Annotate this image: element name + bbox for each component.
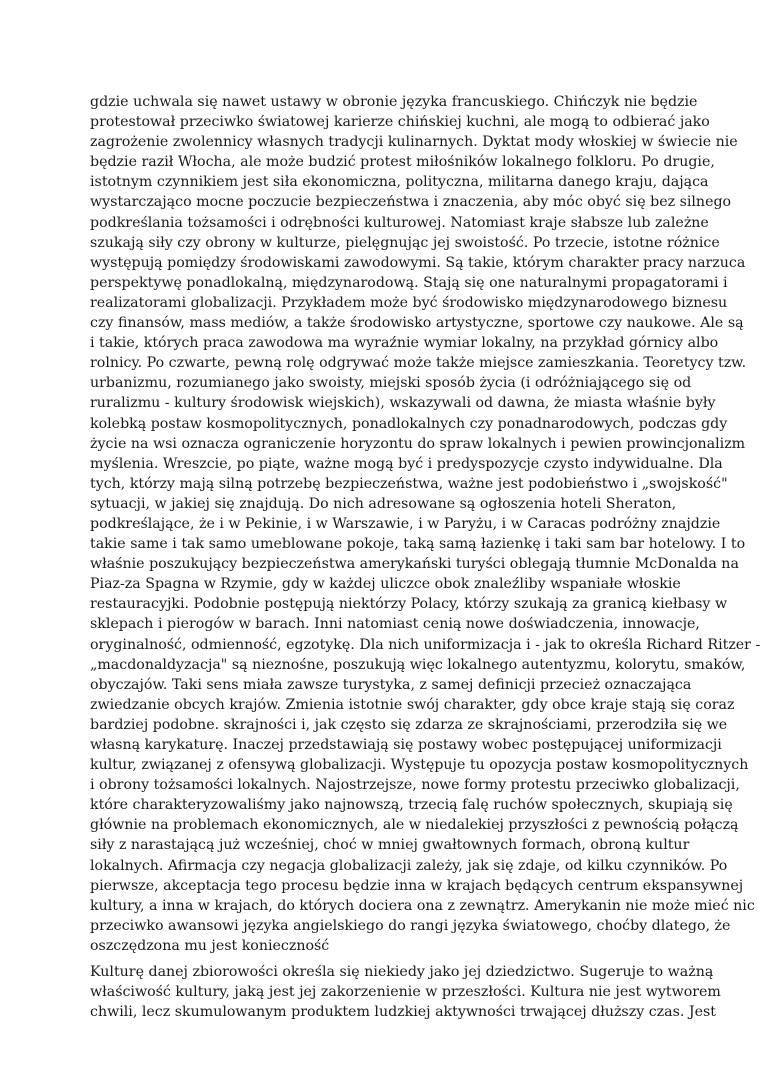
text-line: będzie raził Włocha, ale może budzić protest miłośników lokalnego folkloru. Po drugie, — [90, 154, 715, 171]
text-line: i obrony tożsamości lokalnych. Najostrzejsze, nowe formy protestu przeciwko globalizacji, — [90, 777, 740, 794]
text-line: podkreślające, że i w Pekinie, i w Warszawie, i w Paryżu, i w Caracas podróżny znajdzie — [90, 515, 721, 532]
text-line: właściwość kultury, jaką jest jej zakorzenienie w przeszłości. Kultura nie jest wytworem — [90, 984, 721, 1001]
text-line: życie na wsi oznacza ograniczenie horyzontu do spraw lokalnych i pewien prowincjonalizm — [90, 435, 746, 452]
text-line: sytuacji, w jakiej się znajdują. Do nich adresowane są ogłoszenia hoteli Sheraton, — [90, 495, 677, 512]
text-line: czy finansów, mass mediów, a także środowisko artystyczne, sportowe czy naukowe. Ale są — [90, 315, 744, 332]
text-line: obyczajów. Taki sens miała zawsze turystyka, z samej definicji przecież oznaczająca — [90, 676, 692, 693]
text-line: siły z narastającą już wcześniej, choć w mniej gwałtownych formach, obroną kultur — [90, 837, 690, 854]
text-line: kultury, a inna w krajach, do których dociera ona z zewnątrz. Amerykanin nie może mieć nic — [90, 897, 755, 914]
text-line: gdzie uchwala się nawet ustawy w obronie języka francuskiego. Chińczyk nie będzie — [90, 94, 698, 110]
text-line: głównie na problemach ekonomicznych, ale w niedalekiej przyszłości z pewnością połączą — [90, 817, 739, 834]
paragraph-1 — [90, 92, 760, 956]
text-line: realizatorami globalizacji. Przykładem może być środowisko międzynarodowego biznesu — [90, 294, 728, 311]
text-line: szukają siły czy obrony w kulturze, pielęgnując jej swoistość. Po trzecie, istotne różnice — [90, 234, 720, 251]
text-line: istotnym czynnikiem jest siła ekonomiczna, polityczna, militarna danego kraju, dająca — [90, 174, 709, 191]
text-line: zagrożenie zwolennicy własnych tradycji kulinarnych. Dyktat mody włoskiej w świecie nie — [90, 134, 738, 151]
text-line: oryginalność, odmienność, egzotykę. Dla nich uniformizacja i - jak to określa Richard Ritzer - — [90, 636, 760, 653]
text-line: takie same i tak samo umeblowane pokoje, taką samą łazienkę i taki sam bar hotelowy. I to — [90, 536, 746, 553]
text-line: urbanizmu, rozumianego jako swoisty, miejski sposób życia (i odróżniającego się od — [90, 375, 692, 392]
text-line: pierwsze, akceptacja tego procesu będzie inna w krajach będących centrum ekspansywnej — [90, 877, 744, 894]
text-line: własną karykaturę. Inaczej przedstawiają się postawy wobec postępującej uniformizacji — [90, 737, 722, 753]
text-line: przeciwko awansowi języka angielskiego do rangi języka światowego, choćby dlatego, że — [90, 917, 731, 934]
text-line: występują pomiędzy środowiskami zawodowymi. Są takie, którym charakter pracy narzuca — [90, 254, 746, 271]
text-line: „macdonaldyzacja" są nieznośne, poszukują więc lokalnego autentyzmu, kolorytu, smaków, — [90, 656, 746, 673]
text-line: tych, którzy mają silną potrzebę bezpieczeństwa, ważne jest podobieństwo i „swojskość" — [90, 475, 728, 492]
text-line: kolebką postaw kosmopolitycznych, ponadlokalnych czy ponadnarodowych, podczas gdy — [90, 415, 728, 432]
text-line: właśnie poszukujący bezpieczeństwa amerykański turyści oblegają tłumnie McDonalda na — [90, 556, 739, 573]
body-text — [90, 92, 760, 1022]
text-line: restauracyjki. Podobnie postępują niektórzy Polacy, którzy szukają za granicą kiełbasy w — [90, 596, 728, 613]
text-line: protestował przeciwko światowej karierze chińskiej kuchni, ale mogą to odbierać jako — [90, 114, 710, 131]
text-line: kultur, związanej z ofensywą globalizacji. Występuje tu opozycja postaw kosmopolitycznych — [90, 757, 749, 774]
text-line: które charakteryzowaliśmy jako najnowszą, trzecią falę ruchów społecznych, skupiają się — [90, 797, 733, 814]
text-line: bardziej podobne. skrajności i, jak często się zdarza ze skrajnościami, przerodziła się we — [90, 716, 728, 733]
text-line: Kulturę danej zbiorowości określa się niekiedy jako jej dziedzictwo. Sugeruje to ważną — [90, 964, 714, 981]
text-line: myślenia. Wreszcie, po piąte, ważne mogą być i predyspozycje czysto indywidualne. Dla — [90, 455, 723, 472]
text-line: ruralizmu - kultury środowisk wiejskich), wskazywali od dawna, że miasta właśnie były — [90, 395, 716, 412]
text-line: Piaz-za Spagna w Rzymie, gdy w każdej uliczce obok znaleźliby wspaniałe włoskie — [90, 576, 681, 593]
text-line: sklepach i pierogów w barach. Inni natomiast cenią nowe doświadczenia, innowacje, — [90, 616, 700, 633]
text-line: wystarczająco mocne poczucie bezpieczeństwa i znaczenia, aby móc obyć się bez silnego — [90, 194, 732, 211]
text-line: oszczędzona mu jest konieczność — [90, 937, 330, 954]
paragraph-2 — [90, 962, 721, 1022]
text-line: podkreślania tożsamości i odrębności kulturowej. Natomiast kraje słabsze lub zależne — [90, 214, 709, 231]
text-line: perspektywę ponadlokalną, międzynarodową. Stają się one naturalnymi propagatorami i — [90, 274, 728, 291]
text-line: rolnicy. Po czwarte, pewną rolę odgrywać może także miejsce zamieszkania. Teoretycy tzw. — [90, 355, 747, 372]
text-line: zwiedzanie obcych krajów. Zmienia istotnie swój charakter, gdy obce kraje stają się coraz — [90, 696, 735, 713]
text-line: i takie, których praca zawodowa ma wyraźnie wymiar lokalny, na przykład górnicy albo — [90, 335, 719, 352]
text-line: chwili, lecz skumulowanym produktem ludzkiej aktywności trwającej dłuższy czas. Jest — [90, 1004, 716, 1021]
text-line: lokalnych. Afirmacja czy negacja globalizacji zależy, jak się zdaje, od kilku czynników. Po — [90, 857, 728, 874]
